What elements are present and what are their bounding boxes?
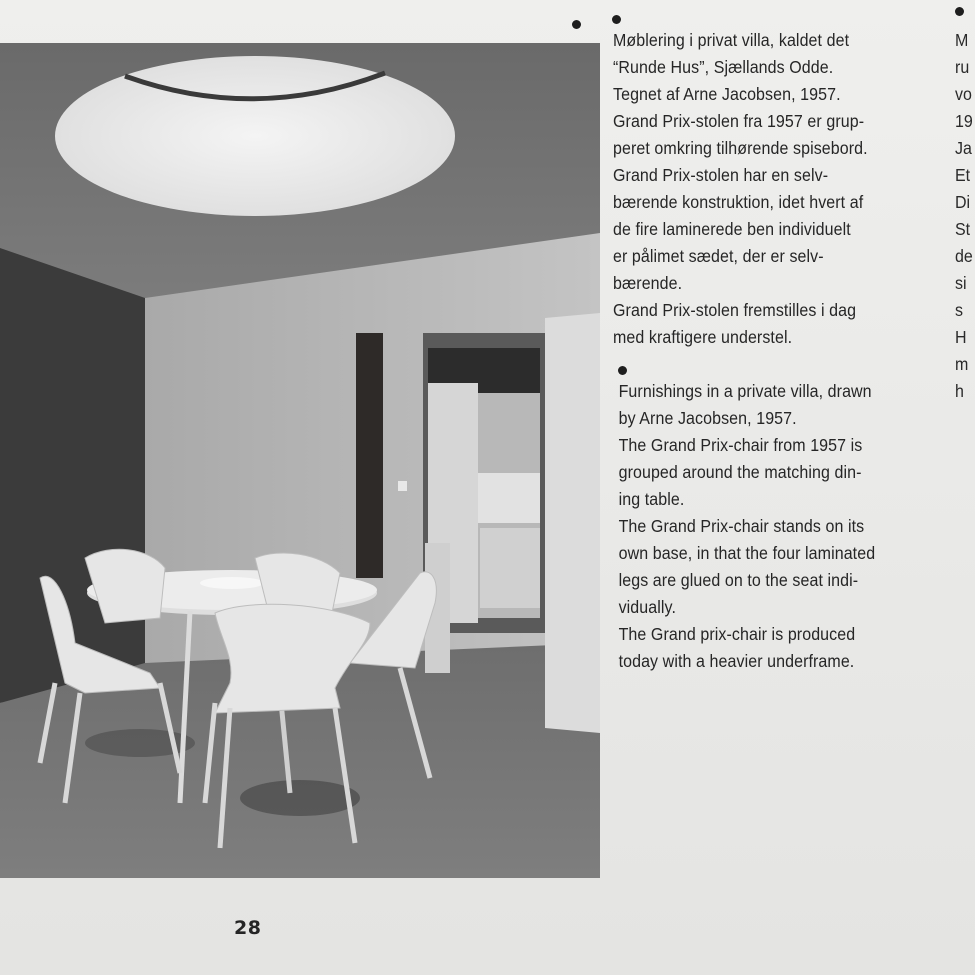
fragment-line: M xyxy=(955,30,969,50)
caption-line: “Runde Hus”, Sjællands Odde. xyxy=(613,57,834,77)
caption-line: own base, in that the four laminated xyxy=(618,543,876,563)
caption-line: bærende. xyxy=(613,273,683,293)
fragment-line: St xyxy=(955,219,971,239)
fragment-line: H xyxy=(955,327,967,347)
fragment-line: de xyxy=(955,246,973,266)
caption-line: legs are glued on to the seat indi- xyxy=(618,570,859,590)
caption-line: er pålimet sædet, der er selv- xyxy=(613,246,824,266)
caption-line: grouped around the matching din- xyxy=(618,462,862,482)
bullet-marker xyxy=(955,7,964,16)
fragment-line: h xyxy=(955,381,964,401)
dining-room-image xyxy=(0,43,600,878)
caption-line: de fire laminerede ben individuelt xyxy=(613,219,851,239)
caption-line: peret omkring tilhørende spisebord. xyxy=(613,138,868,158)
caption-line: The Grand Prix-chair from 1957 is xyxy=(618,435,863,455)
fragment-line: Et xyxy=(955,165,971,185)
caption-line: Tegnet af Arne Jacobsen, 1957. xyxy=(613,84,841,104)
danish-caption xyxy=(613,27,920,351)
caption-line: vidually. xyxy=(618,597,676,617)
fragment-line: m xyxy=(955,354,969,374)
caption-separator xyxy=(613,351,920,378)
bullet-marker xyxy=(612,15,621,24)
cropped-next-column xyxy=(955,27,975,407)
fragment-line: Ja xyxy=(955,138,972,158)
caption-line: Grand Prix-stolen har en selv- xyxy=(613,165,829,185)
caption-line: The Grand prix-chair is produced xyxy=(618,624,856,644)
fragment-line: Di xyxy=(955,192,971,212)
caption-line: Grand Prix-stolen fremstilles i dag xyxy=(613,300,857,320)
caption-line: Furnishings in a private villa, drawn xyxy=(618,381,872,401)
page-number: 28 xyxy=(234,917,262,939)
caption-line: The Grand Prix-chair stands on its xyxy=(618,516,865,536)
fragment-line: s xyxy=(955,300,963,320)
caption-line: today with a heavier underframe. xyxy=(618,651,855,671)
english-caption xyxy=(613,378,920,675)
caption-line: by Arne Jacobsen, 1957. xyxy=(618,408,797,428)
caption-column xyxy=(613,27,920,675)
bullet-marker xyxy=(572,20,581,29)
fragment-line: vo xyxy=(955,84,972,104)
caption-line: bærende konstruktion, idet hvert af xyxy=(613,192,864,212)
caption-line: Grand Prix-stolen fra 1957 er grup- xyxy=(613,111,865,131)
fragment-line: ru xyxy=(955,57,970,77)
caption-line: ing table. xyxy=(618,489,685,509)
caption-line: med kraftigere understel. xyxy=(613,327,793,347)
caption-line: Møblering i privat villa, kaldet det xyxy=(613,30,850,50)
fragment-line: si xyxy=(955,273,967,293)
interior-photograph xyxy=(0,43,600,878)
fragment-line: 19 xyxy=(955,111,973,131)
